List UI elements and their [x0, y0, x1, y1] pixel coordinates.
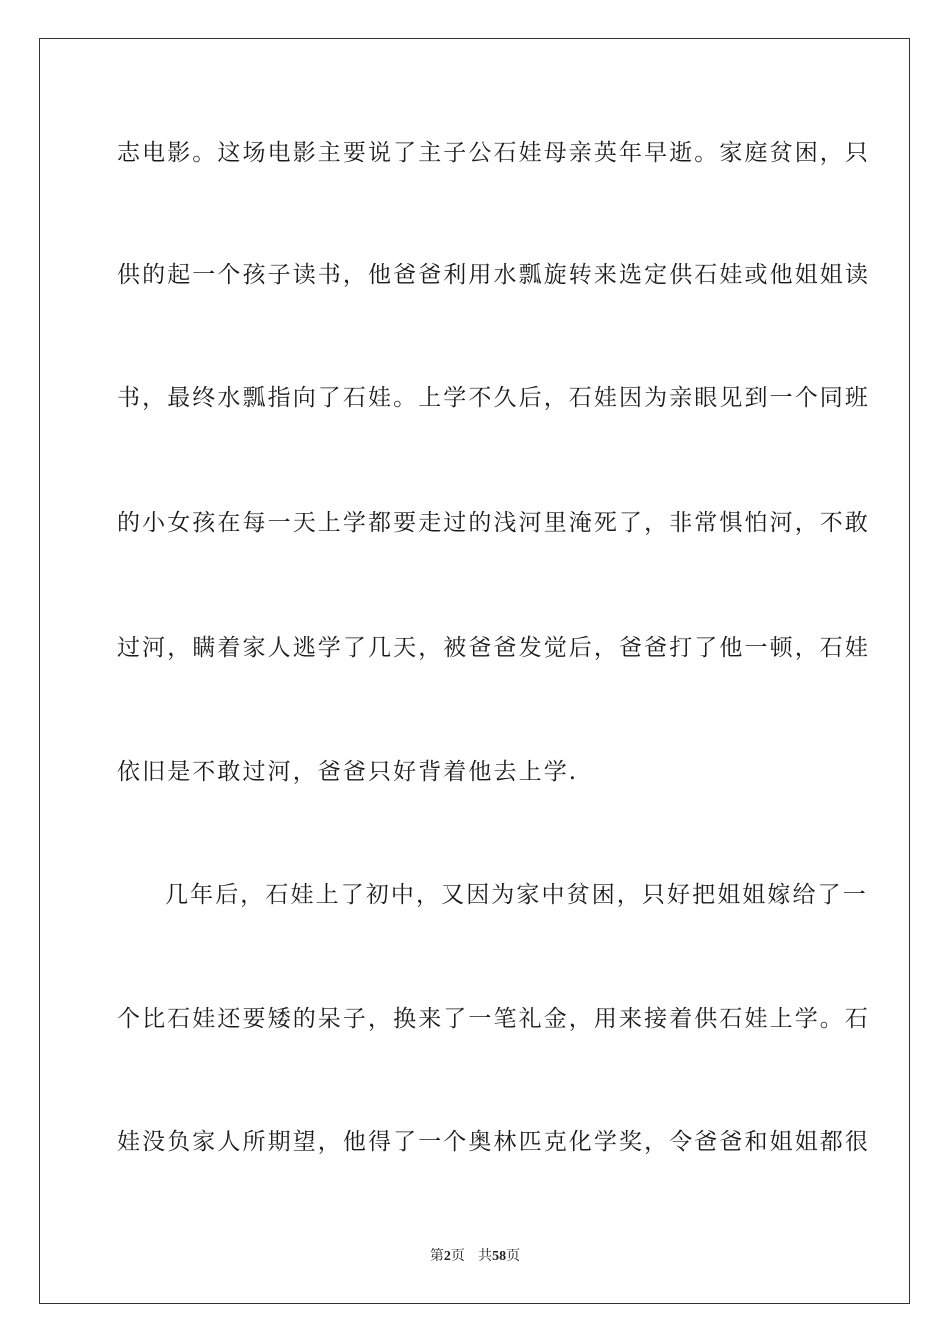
total-page-count: 58 — [492, 1249, 507, 1264]
page-border — [39, 38, 910, 1304]
page-prefix: 第 — [429, 1248, 444, 1264]
text-line-4: 的小女孩在每一天上学都要走过的浅河里淹死了，非常惧怕河，不敢 — [117, 510, 870, 536]
text-line-6: 依旧是不敢过河，爸爸只好背着他去上学. — [117, 759, 579, 785]
text-line-9: 娃没负家人所期望，他得了一个奥林匹克化学奖，令爸爸和姐姐都很 — [117, 1129, 870, 1155]
text-line-3: 书，最终水瓢指向了石娃。上学不久后，石娃因为亲眼见到一个同班 — [117, 385, 870, 411]
page-suffix: 页 — [450, 1248, 465, 1264]
paragraph-2-first-line: 几年后，石娃上了初中，又因为家中贫困，只好把姐姐嫁给了一 — [165, 882, 868, 908]
text-line-8: 个比石娃还要矮的呆子，换来了一笔礼金，用来接着供石娃上学。石 — [117, 1006, 870, 1032]
text-line-1: 志电影。这场电影主要说了主子公石娃母亲英年早逝。家庭贫困，只 — [117, 140, 870, 166]
total-suffix: 页 — [506, 1248, 521, 1264]
text-line-5: 过河，瞒着家人逃学了几天，被爸爸发觉后，爸爸打了他一顿，石娃 — [117, 635, 870, 661]
page-number-footer — [0, 1247, 950, 1266]
total-prefix: 共 — [478, 1248, 493, 1264]
current-page-number: 2 — [443, 1249, 451, 1264]
text-line-2: 供的起一个孩子读书，他爸爸利用水瓢旋转来选定供石娃或他姐姐读 — [117, 262, 870, 288]
